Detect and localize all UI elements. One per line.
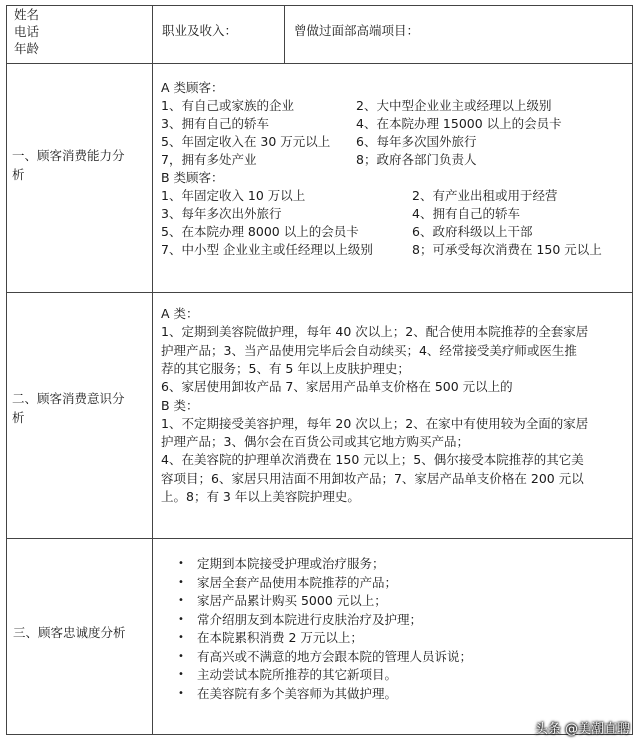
criteria-item: 5、年固定收入在 30 万元以上 bbox=[161, 134, 331, 149]
criteria-item: 8；政府各部门负责人 bbox=[356, 152, 477, 167]
occupation-label: 职业及收入： bbox=[162, 23, 238, 38]
criteria-item: 7、中小型 企业业主或任经理以上级别 bbox=[161, 242, 373, 257]
criteria-item: 1、有自己或家族的企业 bbox=[161, 98, 294, 113]
header-divider bbox=[284, 5, 285, 63]
criteria-item: 3、每年多次出外旅行 bbox=[161, 206, 282, 221]
criteria-item: 3、拥有自己的轿车 bbox=[161, 116, 269, 131]
table-border-top bbox=[6, 5, 633, 6]
consumption-awareness-line: 上。8；有 3 年以上美容院护理史。 bbox=[161, 489, 360, 504]
section2-title: 二、顾客消费意识分 析 bbox=[12, 391, 125, 425]
row-divider-2 bbox=[6, 292, 633, 293]
section1-b-heading: B 类顾客： bbox=[161, 170, 224, 185]
loyalty-criteria-item: • 常介绍朋友到本院进行皮肤治疗及护理； bbox=[178, 611, 472, 630]
section3-bullet-list bbox=[178, 555, 472, 703]
loyalty-criteria-item: • 在本院累积消费 2 万元以上； bbox=[178, 629, 472, 648]
criteria-item: 5、在本院办理 8000 以上的会员卡 bbox=[161, 224, 359, 239]
criteria-item: 4、在本院办理 15000 以上的会员卡 bbox=[356, 116, 562, 131]
table-border-right bbox=[632, 5, 633, 735]
table-border-left bbox=[6, 5, 7, 735]
section1-title: 一、顾客消费能力分 析 bbox=[12, 148, 125, 182]
criteria-item: 8；可承受每次消费在 150 元以上 bbox=[412, 242, 602, 257]
consumption-awareness-line: 护理产品；3、当产品使用完毕后会自动续买；4、经常接受美疗师或医生推 bbox=[161, 342, 577, 358]
consumption-awareness-line: B 类： bbox=[161, 397, 199, 413]
loyalty-criteria-item: • 家居产品累计购买 5000 元以上； bbox=[178, 592, 472, 611]
consumption-awareness-line: 容项目；6、家居只用洁面不用卸妆产品；7、家居产品单支价格在 200 元以 bbox=[161, 470, 584, 486]
age-label: 年龄 bbox=[14, 41, 40, 56]
phone-label: 电话 bbox=[14, 24, 40, 39]
consumption-awareness-line: A 类： bbox=[161, 306, 199, 321]
row-divider-1 bbox=[6, 63, 633, 64]
loyalty-criteria-item: • 有高兴或不满意的地方会跟本院的管理人员诉说； bbox=[178, 648, 472, 667]
criteria-item: 6、每年多次国外旅行 bbox=[356, 134, 477, 149]
criteria-item: 2、有产业出租或用于经营 bbox=[412, 188, 558, 203]
criteria-item: 6、政府科级以上干部 bbox=[412, 224, 533, 239]
consumption-awareness-line: 4、在美容院的护理单次消费在 150 元以上；5、偶尔接受本院推荐的其它美 bbox=[161, 452, 584, 468]
header-personal-info bbox=[14, 6, 39, 57]
criteria-item: 7，拥有多处产业 bbox=[161, 152, 257, 167]
row-divider-3 bbox=[6, 538, 633, 539]
projects-label: 曾做过面部高端项目： bbox=[294, 23, 420, 38]
consumption-awareness-line: 1、不定期接受美容护理，每年 20 次以上；2、在家中有使用较为全面的家居 bbox=[161, 415, 589, 431]
loyalty-criteria-item: • 主动尝试本院所推荐的其它新项目。 bbox=[178, 666, 472, 685]
loyalty-criteria-item: • 家居全套产品使用本院推荐的产品； bbox=[178, 574, 472, 593]
watermark: 头条 @美潮直聘 bbox=[534, 722, 630, 737]
consumption-awareness-line: 1、定期到美容院做护理，每年 40 次以上；2、配合使用本院推荐的全套家居 bbox=[161, 324, 589, 340]
column-divider bbox=[152, 5, 153, 735]
criteria-item: 4、拥有自己的轿车 bbox=[412, 206, 520, 221]
loyalty-criteria-item: • 在美容院有多个美容师为其做护理。 bbox=[178, 685, 472, 704]
consumption-awareness-line: 护理产品；3、偶尔会在百货公司或其它地方购买产品； bbox=[161, 434, 469, 450]
section3-title: 三、顾客忠诚度分析 bbox=[13, 625, 126, 640]
consumption-awareness-line: 6、家居使用卸妆产品 7、家居用产品单支价格在 500 元以上的 bbox=[161, 379, 513, 395]
name-label: 姓名 bbox=[14, 7, 40, 22]
criteria-item: 1、年固定收入 10 万以上 bbox=[161, 188, 306, 203]
section1-a-heading: A 类顾客： bbox=[161, 80, 224, 95]
loyalty-criteria-item: • 定期到本院接受护理或治疗服务； bbox=[178, 555, 472, 574]
consumption-awareness-line: 荐的其它服务；5、有 5 年以上皮肤护理史； bbox=[161, 360, 410, 376]
criteria-item: 2、大中型企业业主或经理以上级别 bbox=[356, 98, 552, 113]
